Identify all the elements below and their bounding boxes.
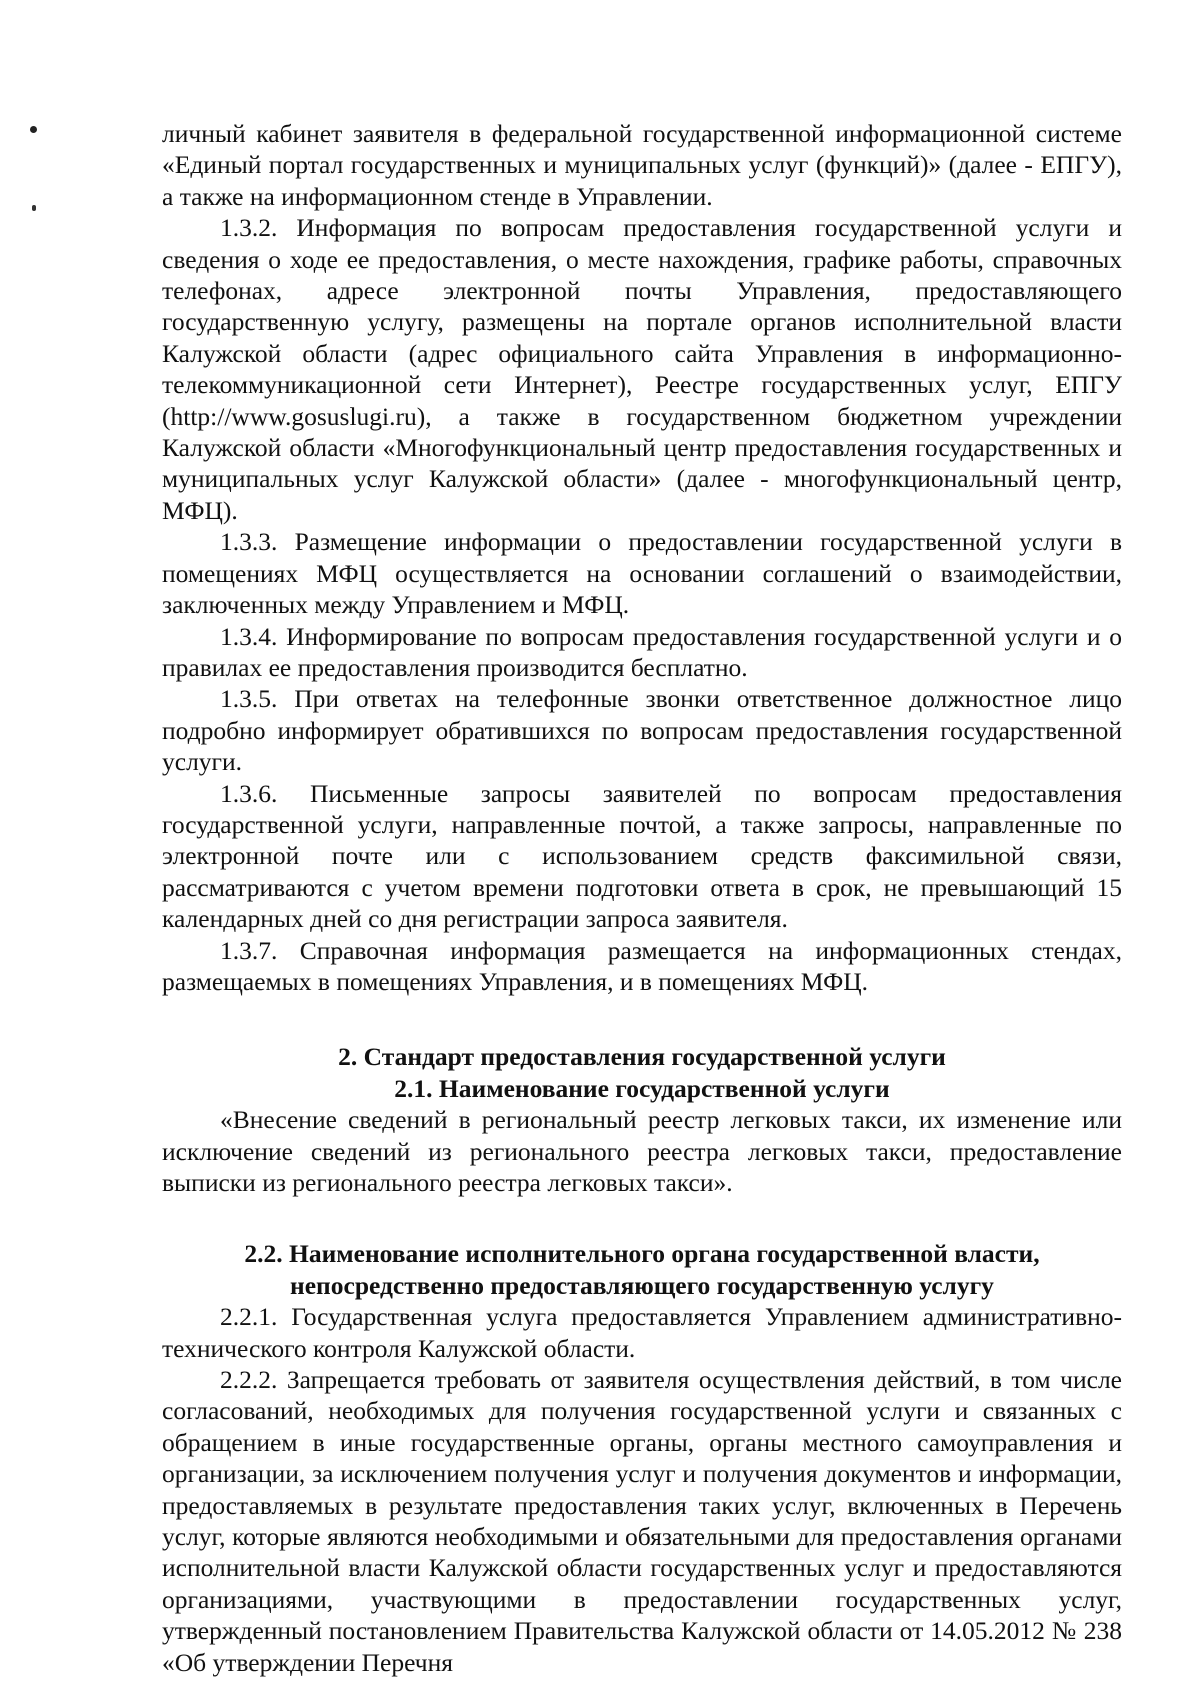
margin-tick-mark — [32, 205, 36, 211]
section-2-2-heading: 2.2. Наименование исполнительного органа государственной власти, непосредственно предоставляющего государственную услугу — [244, 1239, 1040, 1300]
section-2-heading: 2. Стандарт предоставления государственной услуги — [338, 1042, 946, 1072]
document-body — [162, 118, 1122, 1678]
section-gap — [162, 1198, 1122, 1238]
paragraph-1-3-5: 1.3.5. При ответах на телефонные звонки ответственное должностное лицо подробно информирует обратившихся по вопросам предоставления государственной услуги. — [162, 684, 1122, 777]
section-2-1-heading: 2.1. Наименование государственной услуги — [394, 1073, 890, 1103]
paragraph-1-3-6: 1.3.6. Письменные запросы заявителей по вопросам предоставления государственной услуги, направленные почтой, а также запросы, направленные по электронной почте или с использованием средств факсимильной связи, рассматриваются с учетом времени подготовки ответа в срок, не превышающий 15 календарных дней со дня регистрации запроса заявителя. — [162, 778, 1122, 934]
paragraph-personal-cabinet: личный кабинет заявителя в федеральной государственной информационной системе «Единый портал государственных и муниципальных услуг (функций)» (далее - ЕПГУ), а также на информационном стенде в Управлении. — [162, 119, 1122, 211]
paragraph-2-2-1: 2.2.1. Государственная услуга предоставляется Управлением административно-технического контроля Калужской области. — [162, 1302, 1122, 1363]
section-gap — [162, 997, 1122, 1041]
paragraph-1-3-7: 1.3.7. Справочная информация размещается на информационных стендах, размещаемых в помещениях Управления, и в помещениях МФЦ. — [162, 935, 1122, 996]
paragraph-2-2-2: 2.2.2. Запрещается требовать от заявителя осуществления действий, в том числе согласований, необходимых для получения государственной услуги и связанных с обращением в иные государственные органы, органы местного самоуправления и организации, за исключением получения услуг и получения документов и информации, предоставляемых в результате предоставления таких услуг, включенных в Перечень услуг, которые являются необходимыми и обязательными для предоставления органами исполнительной власти Калужской области государственных услуг и предоставляются организациями, участвующими в предоставлении государственных услуг, утвержденный постановлением Правительства Калужской области от 14.05.2012 № 238 «Об утверждении Перечня — [162, 1365, 1122, 1677]
paragraph-1-3-3: 1.3.3. Размещение информации о предоставлении государственной услуги в помещениях МФЦ осуществляется на основании соглашений о взаимодействии, заключенных между Управлением и МФЦ. — [162, 527, 1122, 620]
paragraph-1-3-4: 1.3.4. Информирование по вопросам предоставления государственной услуги и о правилах ее предоставления производится бесплатно. — [162, 621, 1122, 682]
margin-dot-mark — [30, 126, 37, 133]
paragraph-2-1-service-name: «Внесение сведений в региональный реестр легковых такси, их изменение или исключение сведений из регионального реестра легковых такси, предоставление выписки из регионального реестра легковых такси». — [162, 1105, 1122, 1197]
paragraph-1-3-2: 1.3.2. Информация по вопросам предоставления государственной услуги и сведения о ходе ее предоставления, о месте нахождения, графике работы, справочных телефонах, адресе электронной почты Управления, предоставляющего государственную услугу, размещены на портале органов исполнительной власти Калужской области (адрес официального сайта Управления в информационно-телекоммуникационной сети Интернет), Реестре государственных услуг, ЕПГУ (http://www.gosuslugi.ru), а также в государственном бюджетном учреждении Калужской области «Многофункциональный центр предоставления государственных и муниципальных услуг Калужской области» (далее - многофункциональный центр, МФЦ). — [162, 213, 1122, 525]
